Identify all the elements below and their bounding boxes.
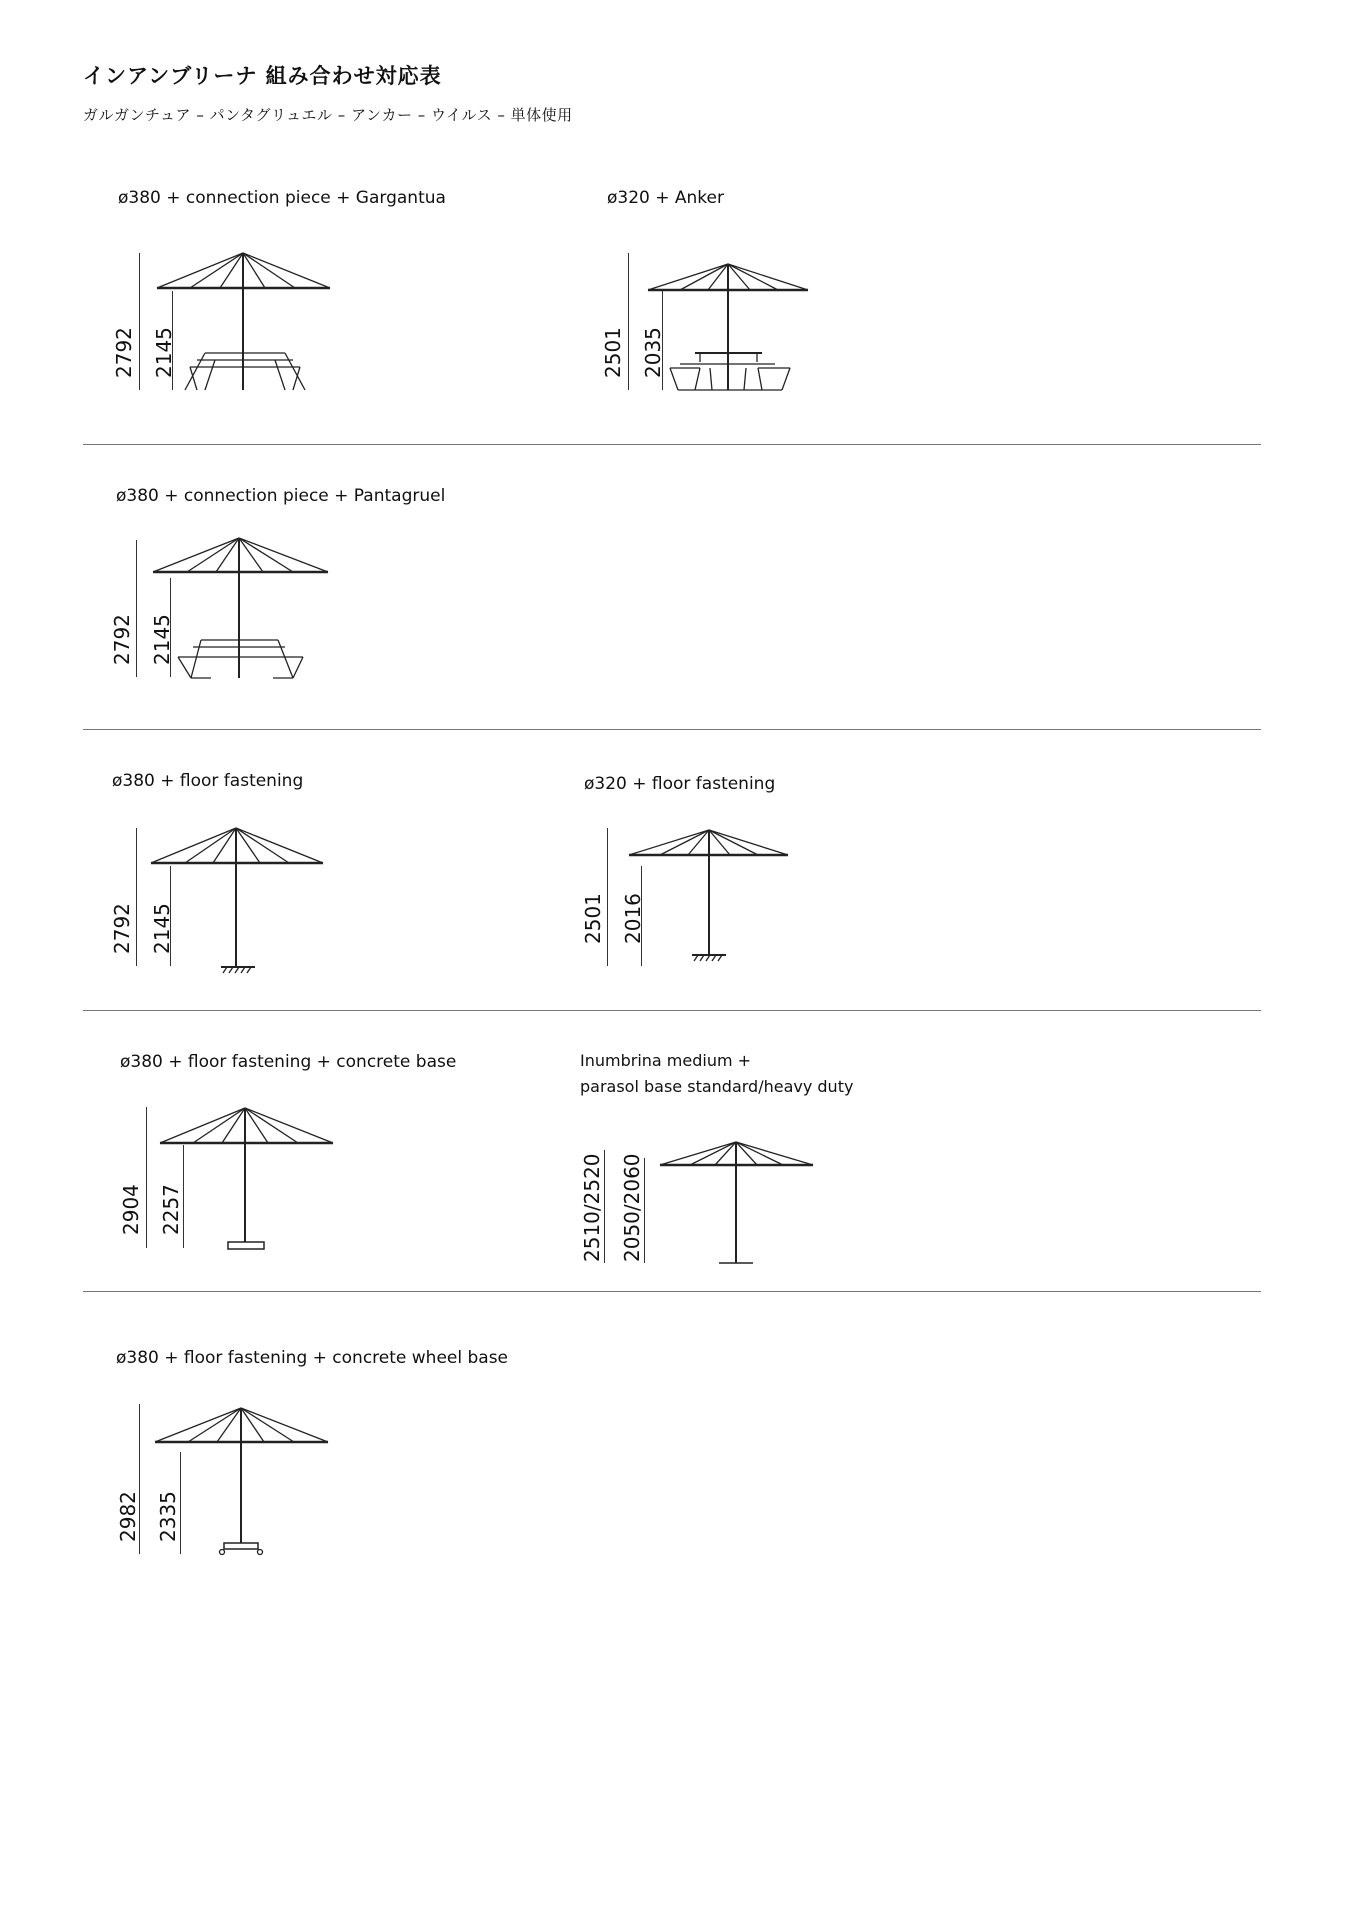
parasol-pantagruel-drawing <box>143 530 343 690</box>
dimension-height-label: 2257 <box>159 1184 183 1235</box>
parasol-wheel-base-drawing <box>150 1400 350 1560</box>
dimension-height-label: 2145 <box>150 614 174 665</box>
dimension-total-label: 2904 <box>119 1184 143 1235</box>
dimension-total-label: 2792 <box>110 903 134 954</box>
dimension-total-label: 2982 <box>116 1491 140 1542</box>
combination-label-pantagruel: ø380 + connection piece + Pantagruel <box>116 486 446 506</box>
section-divider <box>83 1291 1261 1292</box>
dimension-line-total <box>604 1150 605 1263</box>
combination-label-inumbrina-line1: Inumbrina medium + <box>580 1051 752 1070</box>
section-divider <box>83 1010 1261 1011</box>
section-divider <box>83 729 1261 730</box>
dimension-line-total <box>139 253 140 390</box>
dimension-total-label: 2501 <box>601 327 625 378</box>
dimension-height-label: 2145 <box>152 327 176 378</box>
dimension-height-label: 2035 <box>641 327 665 378</box>
dimension-total-label: 2510/2520 <box>580 1153 604 1262</box>
combination-label-floor-380: ø380 + floor fastening <box>112 771 304 791</box>
parasol-inumbrina-drawing <box>655 1135 835 1270</box>
dimension-height-label: 2335 <box>156 1491 180 1542</box>
parasol-concrete-base-drawing <box>155 1100 355 1260</box>
combination-label-gargantua: ø380 + connection piece + Gargantua <box>118 188 446 208</box>
combination-label-wheel-base: ø380 + floor fastening + concrete wheel base <box>116 1348 509 1368</box>
dimension-total-label: 2501 <box>581 893 605 944</box>
combination-label-anker: ø320 + Anker <box>607 188 724 208</box>
parasol-gargantua-drawing <box>145 240 345 400</box>
dimension-line-total <box>607 828 608 966</box>
section-divider <box>83 444 1261 445</box>
dimension-line-total <box>136 828 137 966</box>
dimension-total-label: 2792 <box>112 327 136 378</box>
parasol-floor-380-drawing <box>143 820 343 980</box>
page-title: インアンブリーナ 組み合わせ対応表 <box>83 64 442 88</box>
dimension-height-label: 2050/2060 <box>620 1153 644 1262</box>
dimension-total-label: 2792 <box>110 614 134 665</box>
dimension-height-label: 2145 <box>150 903 174 954</box>
dimension-line-height <box>644 1158 645 1263</box>
parasol-floor-320-drawing <box>620 820 800 970</box>
page-subtitle: ガルガンチュア – パンタグリュエル – アンカー – ウイルス – 単体使用 <box>83 106 573 124</box>
dimension-line-total <box>628 253 629 390</box>
dimension-height-label: 2016 <box>621 893 645 944</box>
combination-label-concrete-base: ø380 + floor fastening + concrete base <box>120 1052 457 1072</box>
combination-label-inumbrina-line2: parasol base standard/heavy duty <box>580 1077 854 1096</box>
combination-label-floor-320: ø320 + floor fastening <box>584 774 776 794</box>
parasol-anker-drawing <box>640 250 820 400</box>
dimension-line-total <box>136 540 137 677</box>
dimension-line-total <box>146 1107 147 1248</box>
